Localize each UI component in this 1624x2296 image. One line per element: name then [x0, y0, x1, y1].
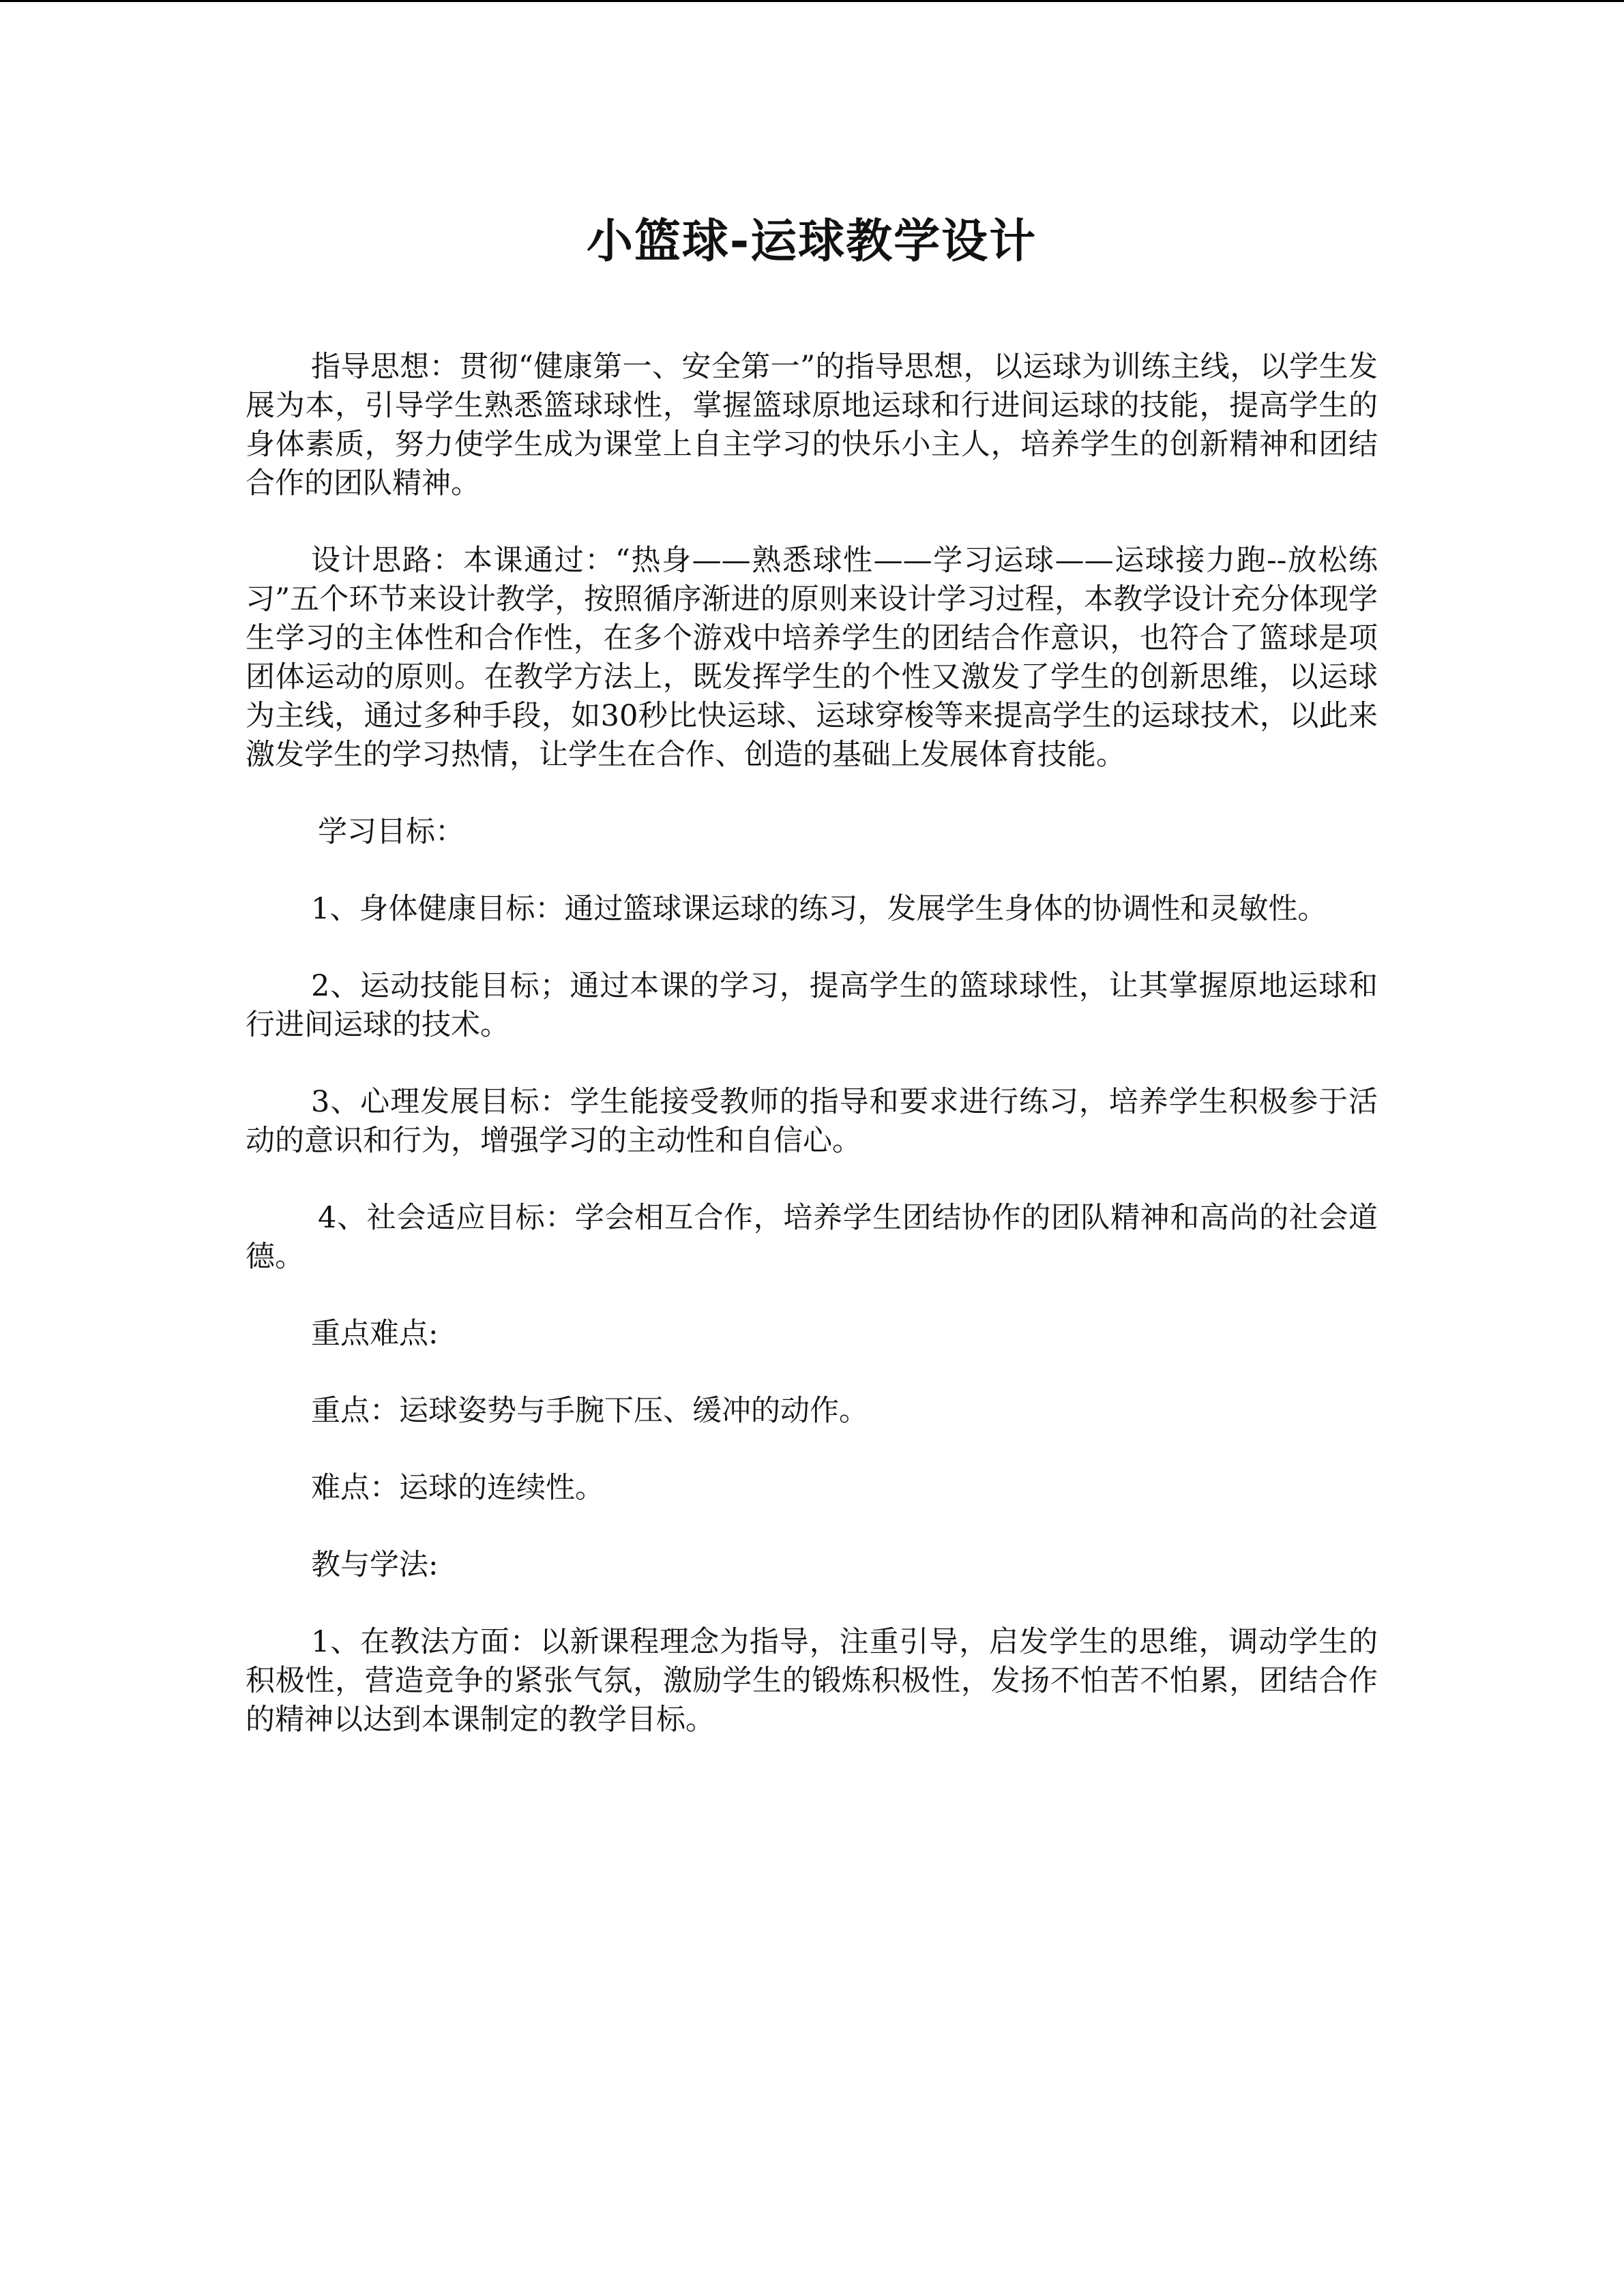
- teaching-methods-heading: 教与学法:: [311, 1548, 439, 1582]
- difficult-point: 难点：运球的连续性。: [311, 1471, 604, 1505]
- teaching-method-paragraph: 1、在教法方面：以新课程理念为指导，注重引导，启发学生的思维，调动学生的积极性，营造竞争的紧张气氛，激励学生的锻炼积极性，发扬不怕苦不怕累，团结合作的精神以达到本课制定的教学目标。: [246, 1625, 1378, 1737]
- key-difficult-points-heading: 重点难点:: [311, 1317, 439, 1351]
- top-border-line: [0, 0, 1624, 2]
- guiding-ideology-paragraph: 指导思想：贯彻“健康第一、安全第一”的指导思想，以运球为训练主线，以学生发展为本，引导学生熟悉篮球球性，掌握篮球原地运球和行进间运球的技能，提高学生的身体素质，努力使学生成为课堂上自主学习的快乐小主人，培养学生的创新精神和团结合作的团队精神。: [246, 350, 1378, 501]
- goal-social-adaptation: 4、社会适应目标：学会相互合作，培养学生团结协作的团队精神和高尚的社会道德。: [246, 1201, 1378, 1274]
- goal-psychological: 3、心理发展目标：学生能接受教师的指导和要求进行练习，培养学生积极参于活动的意识和行为，增强学习的主动性和自信心。: [246, 1085, 1378, 1158]
- design-approach-paragraph: 设计思路：本课通过：“热身——熟悉球性——学习运球——运球接力跑--放松练习”五个环节来设计教学，按照循序渐进的原则来设计学习过程，本教学设计充分体现学生学习的主体性和合作性，在多个游戏中培养学生的团结合作意识，也符合了篮球是项团体运动的原则。在教学方法上，既发挥学生的个性又激发了学生的创新思维，以运球为主线，通过多种手段，如30秒比快运球、运球穿梭等来提高学生的运球技术，以此来激发学生的学习热情，让学生在合作、创造的基础上发展体育技能。: [246, 543, 1378, 772]
- document-page: [246, 198, 1378, 1740]
- goal-motor-skills: 2、运动技能目标；通过本课的学习，提高学生的篮球球性，让其掌握原地运球和行进间运球的技术。: [246, 969, 1378, 1042]
- learning-goals-heading: 学习目标：: [318, 815, 464, 849]
- goal-physical-health: 1、身体健康目标：通过篮球课运球的练习，发展学生身体的协调性和灵敏性。: [311, 892, 1327, 926]
- key-point: 重点：运球姿势与手腕下压、缓冲的动作。: [311, 1394, 868, 1428]
- document-title: 小篮球-运球教学设计: [586, 215, 1037, 269]
